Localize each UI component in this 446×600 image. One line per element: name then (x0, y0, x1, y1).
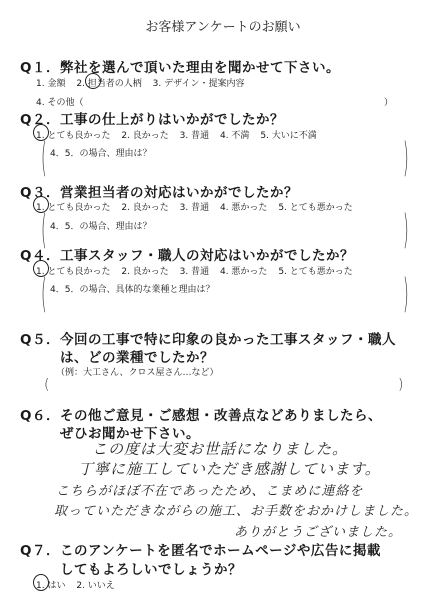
q1-option-4[interactable]: 4. その他（ (36, 98, 84, 108)
q2-paren-right: ) (403, 135, 409, 181)
q7-option-1[interactable]: 1. はい (36, 581, 66, 591)
q1-options (36, 76, 252, 89)
q2-options (36, 128, 325, 141)
q7-question-line1: Q７．このアンケートを匿名でホームページや広告に掲載 (20, 543, 381, 559)
survey-title: お客様アンケートのお願い (145, 20, 301, 35)
q2-option-3[interactable]: 3. 普通 (179, 131, 210, 141)
q4-paren-left: ( (41, 271, 47, 317)
q2-option-5[interactable]: 5. 大いに不満 (260, 131, 317, 141)
q1-option-2[interactable]: 2. 担当者の人柄 (76, 79, 142, 89)
q1-question: Q１．弊社を選んで頂いた理由を聞かせて下さい。 (20, 60, 340, 76)
q4-option-1[interactable]: 1. とても良かった (36, 267, 111, 277)
q3-note: 4．5．の場合、理由は？ (50, 222, 152, 232)
q6-question-line2: ぜひお聞かせ下さい。 (60, 426, 200, 442)
q2-option-4[interactable]: 4. 不満 (219, 131, 250, 141)
q2-note: 4．5．の場合、理由は？ (50, 149, 152, 159)
q6-question-line1: Q６．その他ご意見・ご感想・改善点などありましたら、 (20, 408, 382, 424)
q5-paren-left: ( (44, 377, 50, 393)
q5-paren-right: ) (398, 377, 404, 393)
q3-option-4[interactable]: 4. 悪かった (219, 203, 268, 213)
q3-option-5[interactable]: 5. とても悪かった (278, 203, 353, 213)
q5-question-line2: は、どの業種でしたか？ (60, 350, 214, 366)
q6-handwritten-line-1: この度は大変お世話になりました。 (92, 440, 349, 458)
q3-option-3[interactable]: 3. 普通 (179, 203, 210, 213)
q3-paren-left: ( (41, 207, 47, 253)
q7-options (36, 578, 123, 591)
q6-handwritten-line-3: こちらがほぼ不在であったため、こまめに連絡を (56, 484, 364, 499)
q7-selected-circle (33, 574, 49, 591)
q1-option-4-row (36, 95, 91, 108)
q3-option-1[interactable]: 1. とても良かった (36, 203, 111, 213)
q3-options (36, 200, 361, 213)
q7-question-line2: してもよろしいでしょうか？ (60, 562, 242, 578)
q3-option-2[interactable]: 2. 良かった (121, 203, 169, 213)
q6-handwritten-line-2: 丁寧に施工していただき感謝しています。 (78, 460, 381, 478)
q1-option-3[interactable]: 3. デザイン・提案内容 (152, 79, 245, 89)
q2-option-1[interactable]: 1. とても良かった (36, 131, 111, 141)
q4-option-2[interactable]: 2. 良かった (121, 267, 169, 277)
q1-selected-circle (85, 73, 101, 89)
q4-options (36, 264, 361, 277)
q4-option-3[interactable]: 3. 普通 (179, 267, 210, 277)
q4-question: Q４．工事スタッフ・職人の対応はいかがでしたか？ (20, 248, 354, 264)
q3-paren-right: ) (403, 207, 409, 253)
q1-option-1[interactable]: 1. 金額 (36, 79, 66, 89)
q6-handwritten-line-4: 取っていただきながらの施工、お手数をおかけしました。 (54, 504, 419, 519)
q6-handwritten-line-5: ありがとうございました。 (234, 525, 403, 540)
q2-paren-left: ( (41, 135, 47, 181)
q4-option-4[interactable]: 4. 悪かった (219, 267, 268, 277)
q2-question: Q２．工事の仕上がりはいかがでしたか？ (20, 112, 284, 128)
q1-option-4-close: ） (384, 98, 394, 108)
q3-question: Q３．営業担当者の対応はいかがでしたか？ (20, 185, 298, 201)
q4-note: 4．5．の場合、具体的な業種と理由は？ (50, 285, 215, 295)
q4-paren-right: ) (403, 271, 409, 317)
q5-question-line1: Q５．今回の工事で特に印象の良かった工事スタッフ・職人 (20, 332, 396, 348)
q2-option-2[interactable]: 2. 良かった (121, 131, 169, 141)
q4-option-5[interactable]: 5. とても悪かった (278, 267, 353, 277)
q5-example: （例：大工さん、クロス屋さん…など） (56, 368, 219, 378)
q7-option-2[interactable]: 2. いいえ (76, 581, 115, 591)
